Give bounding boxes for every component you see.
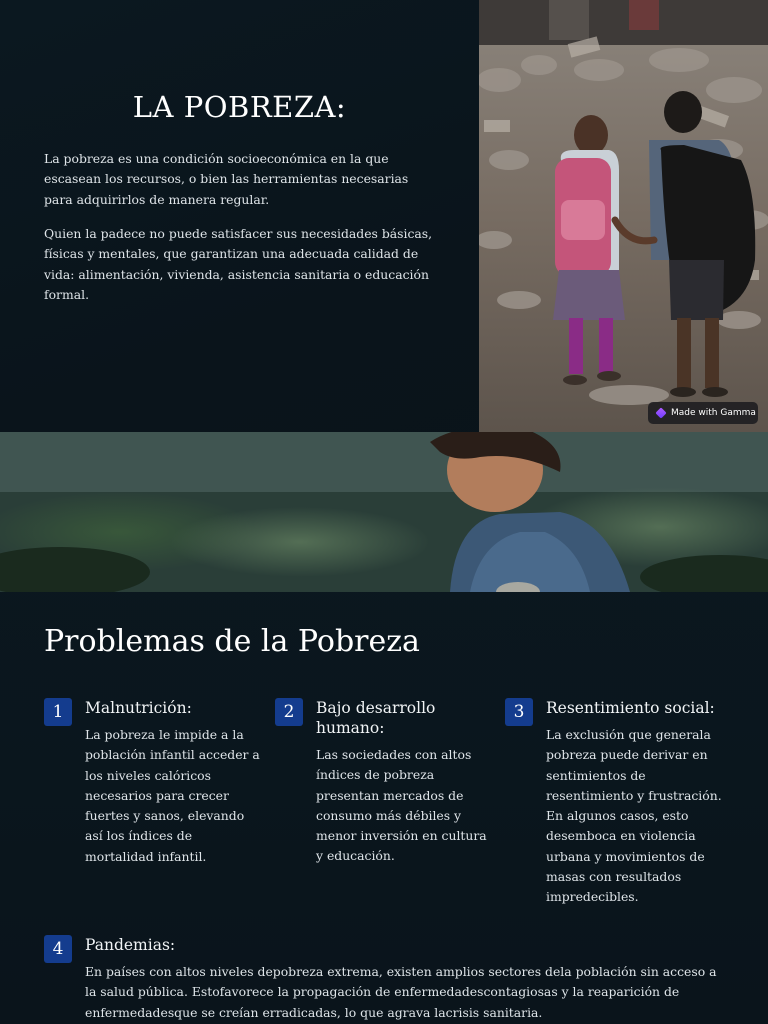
problem-description: La exclusión que generala pobreza puede derivar en sentimientos de resentimiento y frustración. En algunos casos, esto desemboca en violencia urbana y movimientos de masas con resultados impredecibles.	[546, 727, 722, 905]
slide-1	[0, 0, 768, 432]
slide-1-paragraph-2: Quien la padece no puede satisfacer sus necesidades básicas, físicas y mentales, que garantizan una adecuada calidad de vida: alimentación, vivienda, asistencia sanitaria o educación formal.	[44, 226, 433, 303]
gamma-logo-icon	[655, 407, 666, 418]
problem-title: Malnutrición:	[85, 699, 192, 717]
problem-title: Bajo desarrollo humano:	[316, 699, 436, 737]
made-with-gamma-badge[interactable]	[648, 402, 758, 424]
number-badge: 3	[505, 698, 533, 726]
slide-1-title: LA POBREZA:	[132, 90, 347, 124]
problem-item-4	[44, 935, 744, 1024]
problem-title: Resentimiento social:	[546, 699, 715, 717]
slide-2	[0, 432, 768, 1024]
children-walking-photo	[479, 0, 768, 432]
problem-description: La pobreza le impide a la población infantil acceder a los niveles calóricos necesarios para crecer fuertes y sanos, elevando así los índices de mortalidad infantil.	[85, 727, 260, 864]
number-badge: 4	[44, 935, 72, 963]
problem-description: En países con altos niveles depobreza extrema, existen amplios sectores dela población sin acceso a la salud pública. Estofavorece la propagación de enfermedadescontagiosas y la reaparición de enfermedadesque se creían erradicadas, lo que agrava lacrisis sanitaria.	[85, 964, 717, 1020]
badge-label: Made with Gamma	[671, 408, 756, 418]
problems-heading: Problemas de la Pobreza	[44, 624, 420, 659]
problem-item-3	[505, 698, 735, 918]
problem-title: Pandemias:	[85, 936, 176, 954]
child-banner-photo	[0, 432, 768, 592]
problem-description: Las sociedades con altos índices de pobreza presentan mercados de consumo más débiles y menor inversión en cultura y educación.	[316, 747, 487, 864]
problem-item-2	[275, 698, 500, 898]
problem-item-1	[44, 698, 269, 898]
number-badge: 1	[44, 698, 72, 726]
slide-1-paragraph-1: La pobreza es una condición socioeconómica en la que escasean los recursos, o bien las herramientas necesarias para adquirirlos de manera regular.	[44, 151, 409, 207]
number-badge: 2	[275, 698, 303, 726]
slide-1-text-panel	[0, 0, 479, 432]
